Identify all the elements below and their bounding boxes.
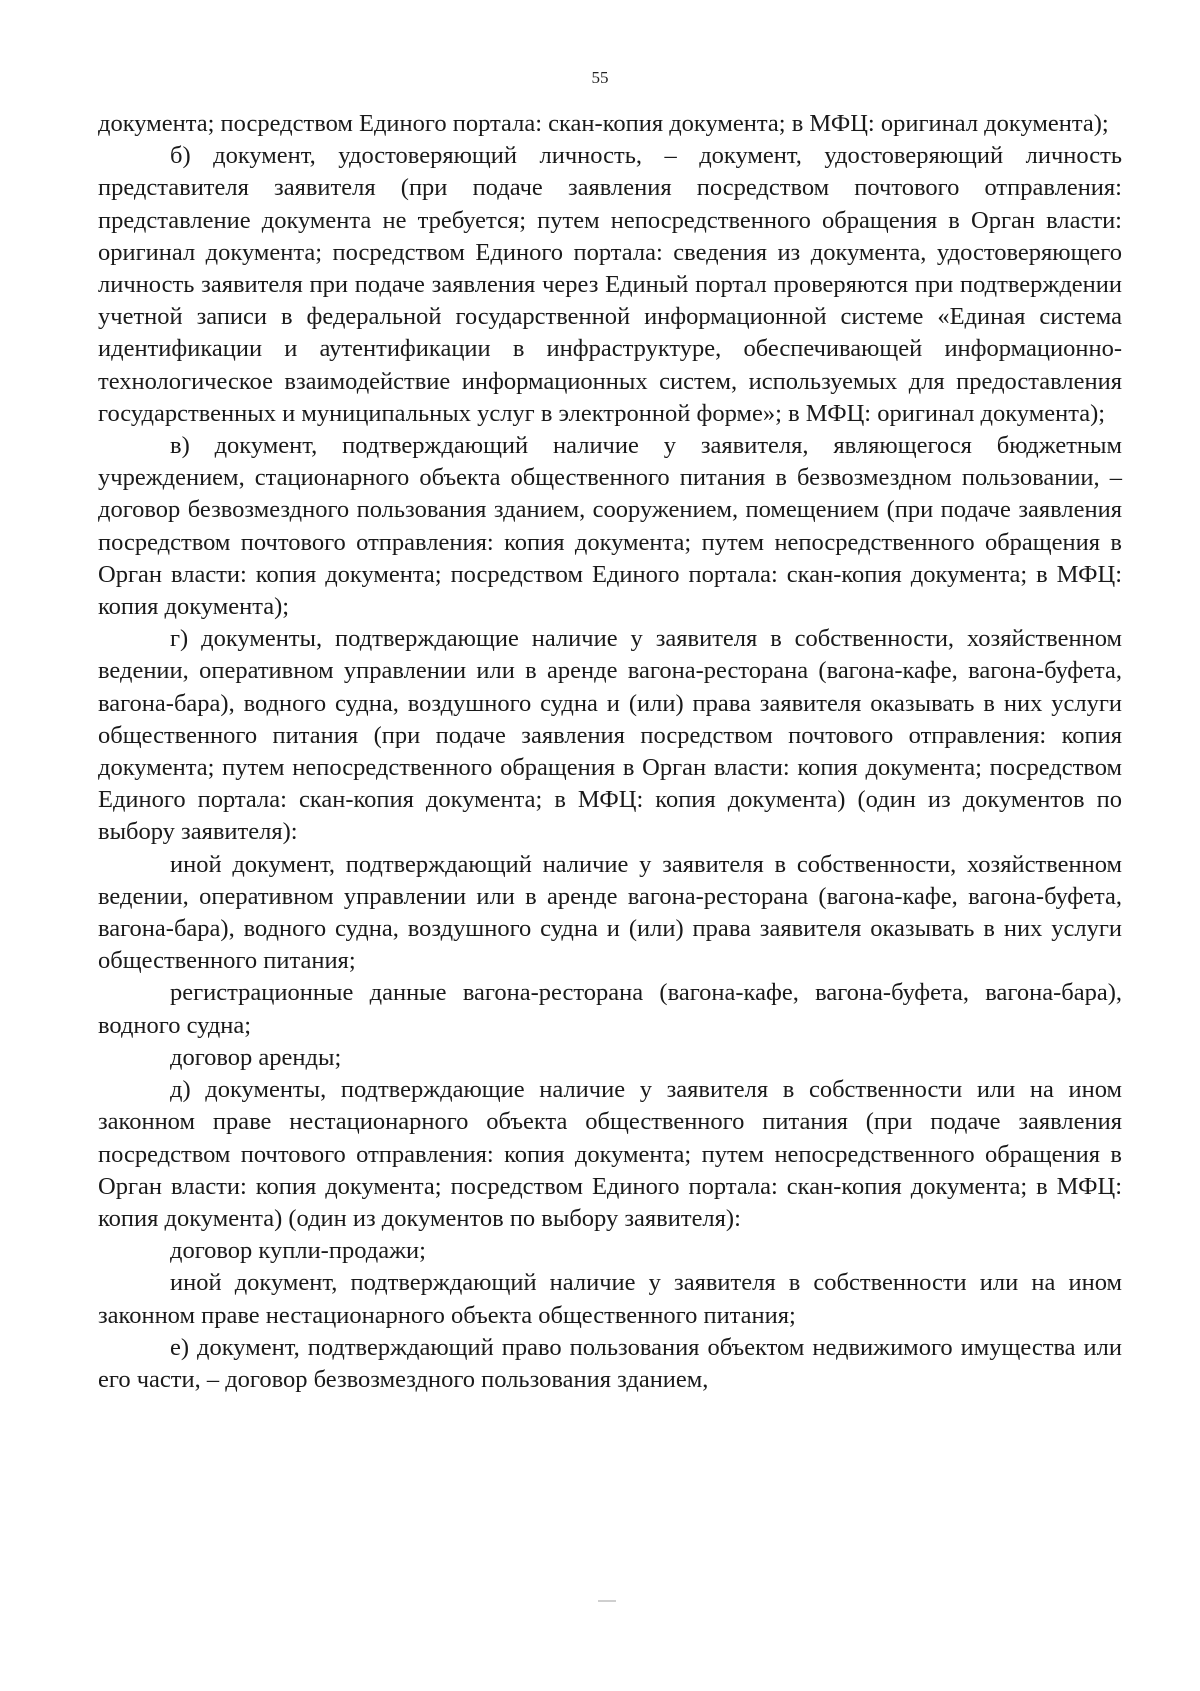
paragraph-item-d-option-sale-contract: договор купли-продажи;: [170, 1237, 426, 1265]
document-body: [98, 108, 1122, 1396]
paragraph-item-g-option-lease-agreement: договор аренды;: [170, 1043, 342, 1071]
page-number: 55: [591, 68, 609, 87]
paragraph-item-v: в) документ, подтверждающий наличие у заявителя, являющегося бюджетным учреждением, стационарного объекта общественного питания в безвозмездном пользовании, – договор безвозмездного пользования зданием, сооружением, помещением (при подаче заявления посредством почтового отправления: копия документа; путем непосредственного обращения в Орган власти: копия документа; посредством Единого портала: скан-копия документа; в МФЦ: копия документа);: [98, 432, 1122, 621]
paragraph-item-g-option-other-document: иной документ, подтверждающий наличие у заявителя в собственности, хозяйственном ведении, оперативном управлении или в аренде вагона-ресторана (вагона-кафе, вагона-буфета, вагона-бара), водного судна, воздушного судна и (или) права заявителя оказывать в них услуги общественного питания;: [98, 850, 1122, 975]
paragraph-item-e: е) документ, подтверждающий право пользования объектом недвижимого имущества или его части, – договор безвозмездного пользования зданием,: [98, 1333, 1122, 1393]
scan-artifact: [598, 1600, 616, 1602]
paragraph-item-g: г) документы, подтверждающие наличие у заявителя в собственности, хозяйственном ведении, оперативном управлении или в аренде вагона-ресторана (вагона-кафе, вагона-буфета, вагона-бара), водного судна, воздушного судна и (или) права заявителя оказывать в них услуги общественного питания (при подаче заявления посредством почтового отправления: копия документа; путем непосредственного обращения в Орган власти: копия документа; посредством Единого портала: скан-копия документа; в МФЦ: копия документа) (один из документов по выбору заявителя):: [98, 625, 1122, 846]
paragraph-item-g-option-registration-data: регистрационные данные вагона-ресторана (вагона-кафе, вагона-буфета, вагона-бара), водного судна;: [98, 979, 1122, 1039]
paragraph-continuation: документа; посредством Единого портала: скан-копия документа; в МФЦ: оригинал документа);: [98, 110, 1109, 137]
paragraph-item-d-option-other-document: иной документ, подтверждающий наличие у заявителя в собственности или на ином законном праве нестационарного объекта общественного питания;: [98, 1269, 1122, 1329]
paragraph-item-d: д) документы, подтверждающие наличие у заявителя в собственности или на ином законном праве нестационарного объекта общественного питания (при подаче заявления посредством почтового отправления: копия документа; путем непосредственного обращения в Орган власти: копия документа; посредством Единого портала: скан-копия документа; в МФЦ: копия документа) (один из документов по выбору заявителя):: [98, 1076, 1122, 1232]
paragraph-item-b: б) документ, удостоверяющий личность, – документ, удостоверяющий личность представителя заявителя (при подаче заявления посредством почтового отправления: представление документа не требуется; путем непосредственного обращения в Орган власти: оригинал документа; посредством Единого портала: сведения из документа, удостоверяющего личность заявителя при подаче заявления через Единый портал проверяются при подтверждении учетной записи в федеральной государственной информационной системе «Единая система идентификации и аутентификации в инфраструктуре, обеспечивающей информационно-технологическое взаимодействие информационных систем, используемых для предоставления государственных и муниципальных услуг в электронной форме»; в МФЦ: оригинал документа);: [98, 142, 1122, 427]
